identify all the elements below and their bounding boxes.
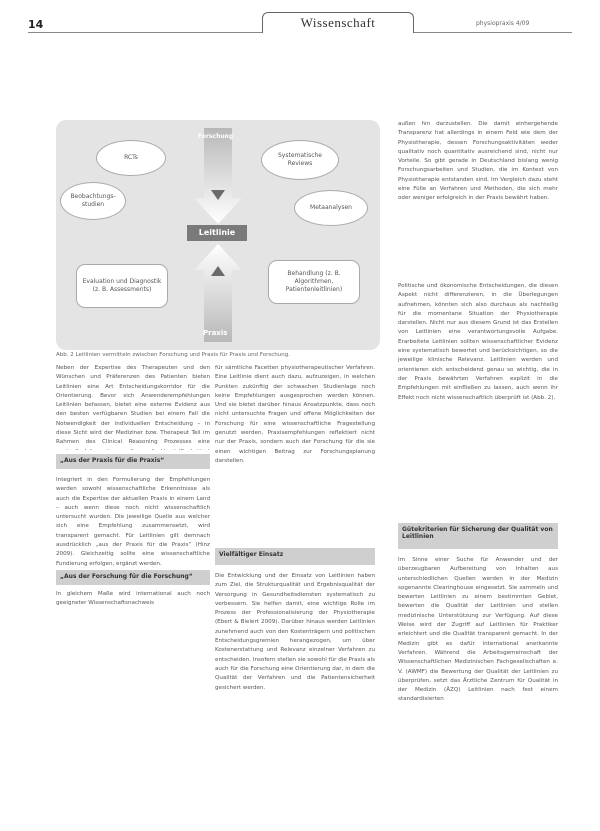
figure-center-leitlinie: Leitlinie [187, 225, 247, 241]
column1-paragraph-mid [56, 476, 210, 566]
subheading-aus-der-forschung: „Aus der Forschung für die Forschung“ [56, 570, 210, 585]
figure-node-evaluation: Evaluation und Diagnostik (z. B. Assessments) [76, 264, 168, 308]
paragraph: für sämtliche Facetten physiotherapeutischer Verfahren. Eine Leitlinie dient auch dazu, aufzuzeigen, in welchen Punkten zukünftig der schwachen Studienlage noch keine Empfehlungen ausgesprochen werden können. Und sie bietet darüber hinaus Ansatzpunkte, dass noch nicht untersuchte Fragen und offene Möglichkeiten der Forschung für eine wissenschaftliche Fragestellung genutzt werden, Praxisempfehlungen reflektiert nicht nur der Praxis, sondern auch der Forschung für die sie einen wichtigen Beitrag zur Forschungsplanung darstellen. [215, 365, 375, 464]
subheading-vielfaeltiger-einsatz: Vielfältiger Einsatz [215, 548, 375, 565]
figure-leitlinie-diagram [56, 120, 380, 350]
figure-node-treatment: Behandlung (z. B. Algorithmen, Patientenleitlinien) [268, 260, 360, 304]
figure-node-meta: Metaanalysen [294, 190, 368, 226]
page-number: 14 [28, 18, 44, 31]
figure-node-studies: Beobachtungs-studien [60, 182, 126, 220]
paragraph: Integriert in den Formulierung der Empfehlungen werden sowohl wissenschaftliche Erkenntnisse als auch die Expertise der aktuellen Praxis in einem Land – auch wenn diese noch nicht wissenschaftlich untersucht wurden. Die jeweilige Quelle aus welcher sich eine Empfehlung zusammensetzt, wird transparent gemacht. Für Leitlinien gilt demnach ausdrücklich „aus der Praxis für die Praxis“ (Hinz 2009). Gleichzeitig sollte eine wissenschaftliche Fundierung erfolgen, ergänzt werden. [56, 477, 210, 566]
arrow-up [194, 244, 242, 342]
paragraph: In gleichem Maße wird international auch noch geeigneter Wissenschaftsnachweis [56, 591, 210, 607]
column3-paragraph-bottom [398, 556, 558, 819]
paragraph: Die Entwicklung und der Einsatz von Leitlinien haben zum Ziel, die Strukturqualität und Ergebnisqualität der Versorgung in Gesundheitsdiensten systematisch zu verbessern. Sie helfen damit, eine wichtige Rolle im Prozess der Professionalisierung der Physiotherapie (Ebert & Bielert 2009). Darüber hinaus werden Leitlinien zunehmend auch von den Kostenträgern und politischen Entscheidungsgremien herangezogen, um über Kostenerstattung und Relevanz einzelner Verfahren zu entscheiden. Insofern stellen sie sowohl für die Praxis als auch für die Forschung eine Orientierung dar, in dem die Qualität der Verfahren und die Patientensicherheit gesichert werden. [215, 573, 375, 691]
paragraph: Im Sinne einer Suche für Anwender und der überzeugbaren Aufbereitung von Inhalten aus unterschiedlichen Quellen werden in der Medizin sogenannte Clearinghouse eingesetzt. Sie sammeln und bewerten Leitlinien zu einem bestimmten Gebiet, bewerten die Qualität der Leitlinien und stellen medizinische Unterstützung zur Verfügung. Auf diese Weise wird der Zugriff auf Leitlinien für Praktiker erleichtert und die Qualität transparent gemacht. In der Medizin gibt es dafür international anerkannte Verfahren. Während die Arbeitsgemeinschaft der Wissenschaftlichen Medizinischen Fachgesellschaften e. V. (AWMF) die Bewertung der Qualität der Leitlinien zu überprüfen, setzt das Ärztliche Zentrum für Qualität in der Medizin (ÄZQ) Leitlinien nach fest einem standardisierten [398, 557, 558, 703]
subheading-aus-der-praxis: „Aus der Praxis für die Praxis“ [56, 454, 210, 469]
arrow-down [194, 128, 242, 224]
figure-label-forschung: Forschung [198, 133, 234, 140]
paragraph: außen hin darzustellen. Die damit einhergehende Transparenz hat allerdings in einem Feld wie dem der Physiotherapie, dessen Forschungsaktivitäten weder qualitativ noch quantitativ ausreichend sind, nicht nur Vorteile. So gibt gerade in Deutschland bislang wenig Forschungsarbeiten und Studien, die im Kontext von Physiotherapie entstanden sind. Im Vergleich dazu steht eine Fülle an Verfahren und Methoden, die sich mehr oder weniger erfolgreich in der Praxis bewährt haben. [398, 121, 558, 202]
column3-paragraph-top [398, 120, 558, 270]
column3-paragraph-mid [398, 282, 558, 517]
column1-paragraph-bottom [56, 590, 210, 610]
issue-info: physiopraxis 4/09 [476, 20, 530, 27]
section-title: Wissenschaft [262, 12, 414, 33]
subheading-guetekriterien: Gütekriterien für Sicherung der Qualität von Leitlinien [398, 523, 558, 549]
figure-node-reviews: Systematische Reviews [261, 140, 339, 180]
figure-caption: Abb. 2 Leitlinien vermitteln zwischen Forschung und Praxis für Praxis und Forschung. [56, 352, 290, 358]
column1-paragraph-top [56, 364, 210, 450]
figure-label-praxis: Praxis [203, 329, 228, 337]
column2-paragraph-bottom [215, 572, 375, 819]
column2-paragraph-top [215, 364, 375, 542]
paragraph: Politische und ökonomische Entscheidungen, die diesen Aspekt nicht differenzieren, in die Überlegungen aufnehmen, könnten sich also durchaus als nachteilig für die momentane Situation der Physiotherapie darstellen. Nicht nur aus diesem Grund ist das Erstellen von Leitlinien eine verantwortungsvolle Aufgabe. Erarbeitete Leitlinien sollten wissenschaftlicher Evidenz eine systematisch bewertet und berücksichtigen, so die jeweilige klinische Relevanz. Leitlinien werden und orientieren sich entscheidend genau so wichtig, die in der Praxis bewährten Verfahren explizit in die Empfehlungen mit einfließen zu lassen, auch wenn ihr Effekt noch nicht wissenschaftlich überprüft ist (Abb. 2). [398, 283, 558, 401]
figure-node-rct: RCTs [96, 140, 166, 176]
paragraph: Neben der Expertise des Therapeuten und den Wünschen und Präferenzen des Patienten bieten Leitlinien eine Art Entscheidungskorridor für die Orientierung. Bevor sich Anwenderempfehlungen Leitlinien befassen, bietet eine externe Evidenz aus den besten verfügbaren Studien bei einem Fall die Notwendigkeit der individuellen Entscheidung – in diese Sicht wird der Mediziner bzw. Therapeut Teil im Rahmen des Clinical Reasoning Prozesses eine [56, 365, 210, 446]
